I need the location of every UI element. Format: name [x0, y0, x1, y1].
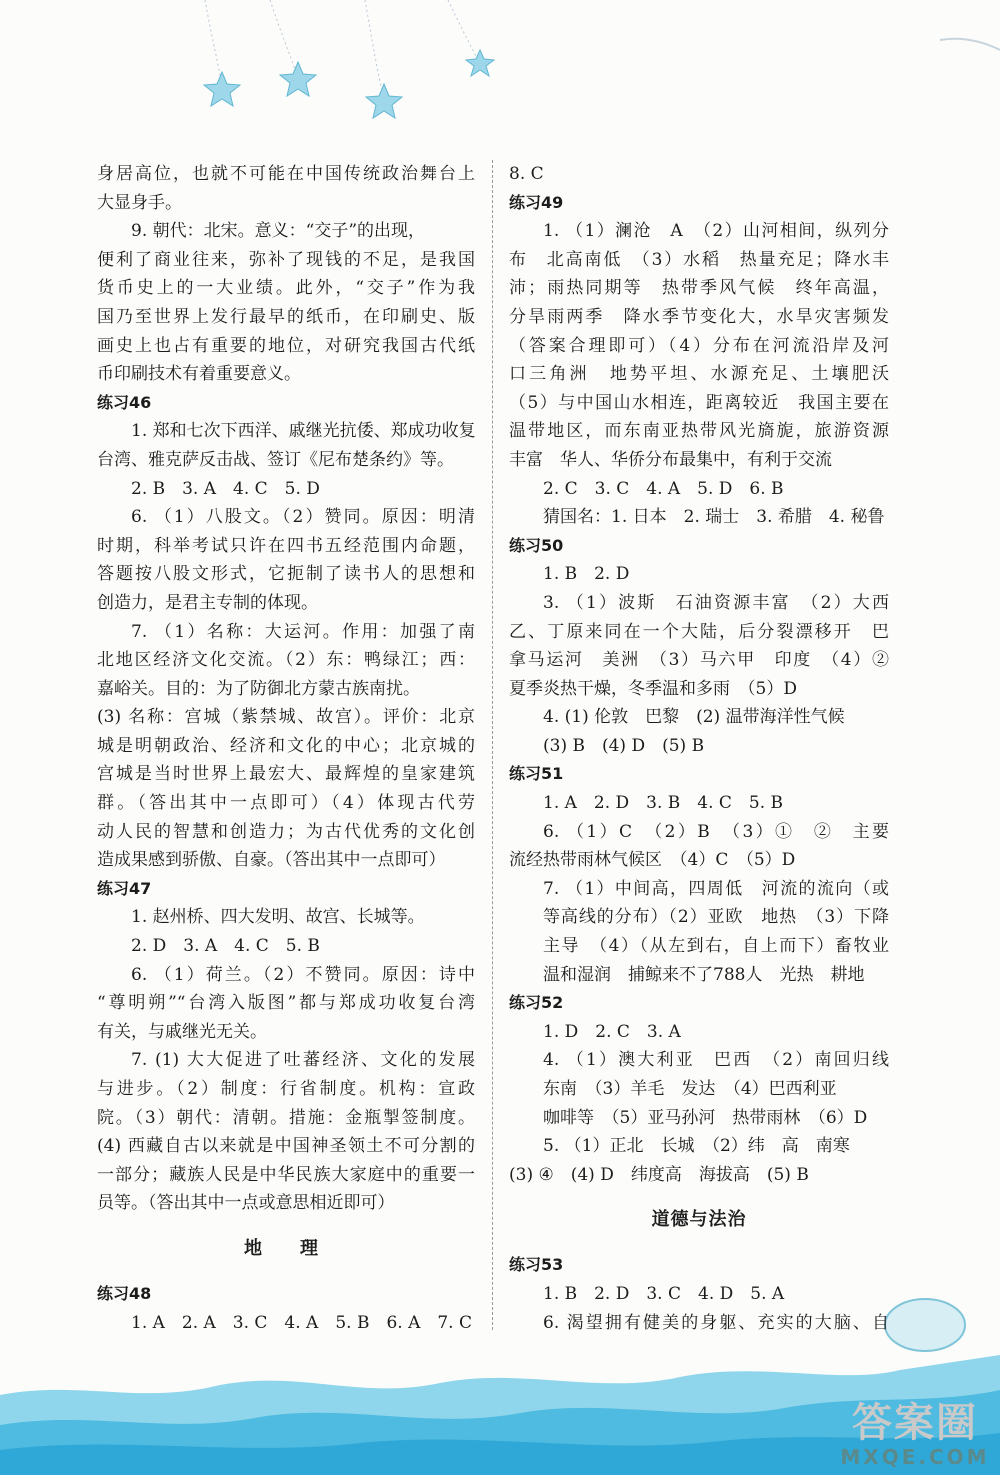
- star-icon: [280, 62, 316, 96]
- answer-line: 与进步。（2）制度：行省制度。机构：宣政: [97, 1079, 475, 1099]
- answer-line: （答案合理即可）（4）分布在河流沿岸及河: [509, 335, 889, 356]
- answer-line: 温带地区，而东南亚热带风光旖旎，旅游资源: [509, 421, 889, 442]
- answer-line: 台湾、雅克萨反击战、签订《尼布楚条约》等。: [97, 449, 454, 470]
- answer-line: 宫城是当时世界上最宏大、最辉煌的皇家建筑: [97, 764, 475, 785]
- stars-decoration: [0, 0, 1000, 150]
- answer-line: 1. A 2. A 3. C 4. A 5. B 6. A 7. C: [131, 1312, 472, 1333]
- answer-line: 7. (1) 大大促进了吐蕃经济、文化的发展: [131, 1050, 475, 1071]
- column-divider: [492, 160, 493, 1330]
- exercise-heading: 练习51: [509, 764, 564, 784]
- star-icon: [204, 72, 240, 106]
- answer-line: 币印刷技术有着重要意义。: [97, 364, 301, 385]
- exercise-heading: 练习48: [97, 1283, 152, 1303]
- answer-line: 2. B 3. A 4. C 5. D: [131, 478, 320, 499]
- star-icon: [366, 84, 402, 118]
- answer-line: 画史上也占有重要的地位，对研究我国古代纸: [97, 335, 475, 356]
- watermark-url: MXQE.COM: [840, 1445, 990, 1469]
- exercise-heading: 练习53: [509, 1255, 564, 1275]
- answer-line: 口三角洲 地势平坦、水源充足、土壤肥沃: [509, 364, 889, 385]
- section-title: 道德与法治: [651, 1209, 747, 1231]
- answer-line: 答题按八股文形式，它扼制了读书人的思想和: [97, 564, 475, 585]
- answer-line: 6. （1）荷兰。（2）不赞同。原因：诗中: [131, 964, 475, 985]
- exercise-heading: 练习49: [509, 192, 564, 212]
- answer-line: 3. （1）波斯 石油资源丰富 （2）大西: [543, 592, 889, 613]
- answer-line: “尊明朔”“台湾入版图”都与郑成功收复台湾: [97, 993, 475, 1014]
- exercise-heading: 练习52: [509, 993, 564, 1013]
- answer-line: 主导 （4）（从左到右，自上而下）畜牧业: [543, 936, 889, 957]
- answer-line: 夏季炎热干燥，冬季温和多雨 （5）D: [509, 678, 797, 699]
- answer-line: 6. （1）八股文。（2）赞同。原因：明清: [131, 507, 475, 528]
- exercise-heading: 练习50: [509, 535, 564, 555]
- answer-line: 2. C 3. C 4. A 5. D 6. B: [543, 478, 784, 499]
- answer-line: 拿马运河 美洲 （3）马六甲 印度 （4）②: [509, 650, 889, 671]
- watermark-logo: [840, 1401, 990, 1469]
- answer-line: 造成果感到骄傲、自豪。（答出其中一点即可）: [97, 850, 446, 871]
- answer-line: 9. 朝代：北宋。意义：“交子”的出现，: [131, 221, 426, 242]
- answer-line: 院。（3）朝代：清朝。措施：金瓶掣签制度。: [97, 1107, 475, 1128]
- answer-line: 等高线的分布）（2）亚欧 地热 （3）下降: [543, 907, 889, 928]
- answer-line: 布 北高南低 （3）水稻 热量充足；降水丰: [509, 249, 889, 270]
- answer-line: （5）与中国山水相连，距离较近 我国主要在: [509, 392, 889, 413]
- answer-line: 2. D 3. A 4. C 5. B: [131, 936, 320, 957]
- answer-line: 8. C: [509, 164, 544, 184]
- star-icon: [466, 50, 494, 76]
- answer-line: 乙、丁原来同在一个大陆，后分裂漂移开 巴: [509, 621, 889, 642]
- answer-line: 时期，科举考试只许在四书五经范围内命题，: [97, 535, 475, 556]
- answer-line: 5. （1）正北 长城 （2）纬 高 南寒: [543, 1136, 850, 1157]
- answer-line: 北地区经济文化交流。（2）东：鸭绿江；西：: [97, 650, 475, 671]
- answer-line: 1. 赵州桥、四大发明、故宫、长城等。: [131, 907, 425, 928]
- answer-line: 城是明朝政治、经济和文化的中心；北京城的: [97, 735, 475, 756]
- right-column: [509, 160, 889, 1337]
- answer-line: 6. 渴望拥有健美的身躯、充实的大脑、自: [543, 1312, 889, 1333]
- answer-line: 货币史上的一大业绩。此外，“交子”作为我: [97, 278, 475, 299]
- answer-line: 动人民的智慧和创造力；为古代优秀的文化创: [97, 821, 475, 842]
- answer-line: 群。（答出其中一点即可）（4）体现古代劳: [97, 793, 475, 814]
- answer-line: 丰富 华人、华侨分布最集中，有利于交流: [509, 449, 832, 470]
- answer-line: (3) ④ (4) D 纬度高 海拔高 (5) B: [509, 1164, 809, 1185]
- answer-line: 1. A 2. D 3. B 4. C 5. B: [543, 793, 784, 814]
- answer-line: 4. （1）澳大利亚 巴西 （2）南回归线: [543, 1050, 889, 1071]
- answer-line: 沛；雨热同期等 热带季风气候 终年高温，: [509, 278, 889, 299]
- watermark-text: 答案圈: [852, 1400, 978, 1446]
- answer-line: (4) 西藏自古以来就是中国神圣领土不可分割的: [97, 1136, 475, 1157]
- answer-line: 猜国名：1. 日本 2. 瑞士 3. 希腊 4. 秘鲁: [543, 507, 885, 528]
- exercise-heading: 练习46: [97, 392, 152, 412]
- answer-line: 大显身手。: [97, 192, 182, 213]
- answer-line: 咖啡等 （5）亚马孙河 热带雨林 （6）D: [543, 1107, 868, 1128]
- answer-line: 便利了商业往来，弥补了现钱的不足，是我国: [97, 249, 475, 270]
- answer-line: 流经热带雨林气候区 （4）C （5）D: [509, 850, 796, 871]
- answer-line: 1. B 2. D 3. C 4. D 5. A: [543, 1283, 785, 1304]
- answer-line: 创造力，是君主专制的体现。: [97, 592, 318, 613]
- answer-line: 1. D 2. C 3. A: [543, 1021, 681, 1042]
- answer-line: (3) B (4) D (5) B: [543, 735, 705, 756]
- answer-line: 1. （1）澜沧 A （2）山河相间，纵列分: [543, 221, 889, 242]
- exercise-heading: 练习47: [97, 878, 152, 898]
- answer-line: 员等。（答出其中一点或意思相近即可）: [97, 1193, 395, 1214]
- section-title: 地 理: [244, 1237, 328, 1259]
- answer-line: 6. （1）C （2）B （3）① ② 主要: [543, 821, 889, 842]
- answer-line: 身居高位，也就不可能在中国传统政治舞台上: [97, 164, 475, 184]
- answer-line: 嘉峪关。目的：为了防御北方蒙古族南扰。: [97, 678, 420, 699]
- answer-line: 有关，与戚继光无关。: [97, 1021, 267, 1042]
- left-column: [97, 160, 475, 1337]
- answer-line: 一部分；藏族人民是中华民族大家庭中的重要一: [97, 1164, 475, 1185]
- answer-line: 1. B 2. D: [543, 564, 630, 585]
- answer-line: (3) 名称：宫城（紫禁城、故宫）。评价：北京: [97, 707, 475, 728]
- answer-line: 1. 郑和七次下西洋、戚继光抗倭、郑成功收复: [131, 421, 476, 442]
- answer-line: 温和湿润 捕鲸来不了788人 光热 耕地: [543, 964, 865, 985]
- answer-line: 4. (1) 伦敦 巴黎 (2) 温带海洋性气候: [543, 707, 845, 728]
- answer-line: 分旱雨两季 降水季节变化大，水旱灾害频发: [509, 306, 889, 327]
- answer-line: 7. （1）中间高，四周低 河流的流向（或: [543, 878, 889, 899]
- answer-line: 东南 （3）羊毛 发达 （4）巴西利亚: [543, 1079, 837, 1099]
- answer-line: 7. （1）名称：大运河。作用：加强了南: [131, 621, 475, 642]
- answer-line: 国乃至世界上发行最早的纸币，在印刷史、版: [97, 306, 475, 327]
